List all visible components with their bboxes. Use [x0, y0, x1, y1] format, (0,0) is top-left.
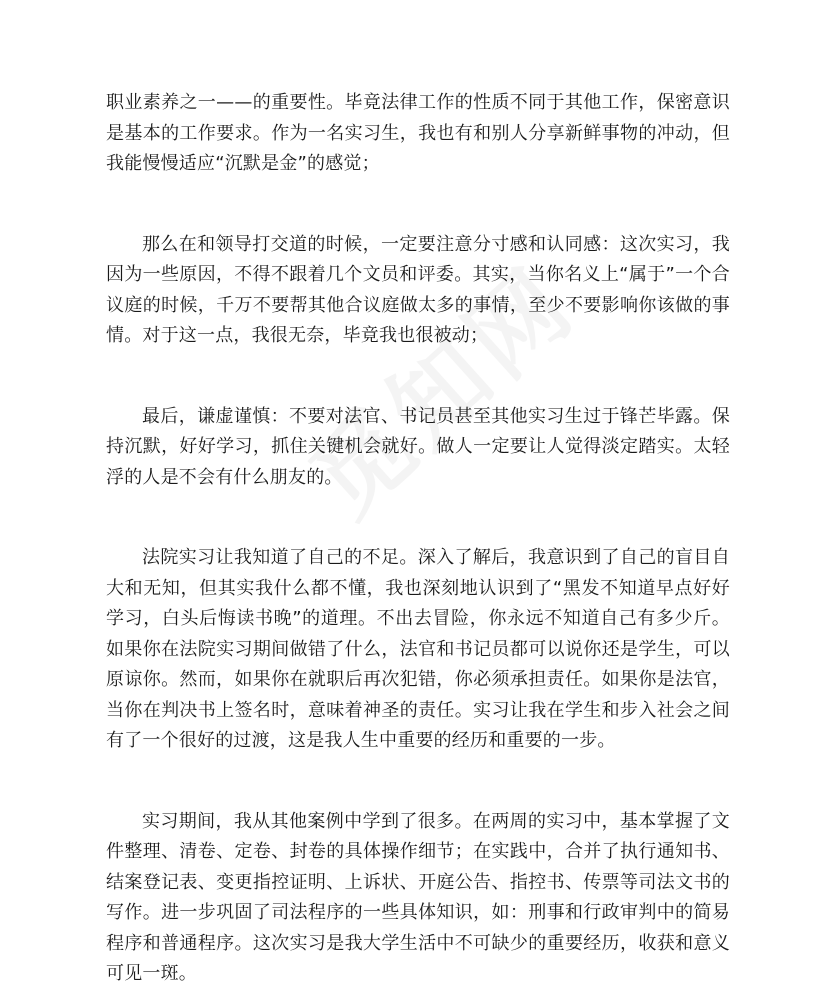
- paragraph-1: 职业素养之一——的重要性。毕竟法律工作的性质不同于其他工作，保密意识是基本的工作要求。作为一名实习生，我也有和别人分享新鲜事物的冲动，但我能慢慢适应“沉默是金”的感觉；: [106, 92, 730, 174]
- paragraph-4: 法院实习让我知道了自己的不足。深入了解后，我意识到了自己的盲目自大和无知，但其实我什么都不懂，我也深刻地认识到了“黑发不知道早点好好学习，白头后悔读书晚”的道理。不出去冒险，你永远不知道自己有多少斤。如果你在法院实习期间做错了什么，法官和书记员都可以说你还是学生，可以原谅你。然而，如果你在就职后再次犯错，你必须承担责任。如果你是法官，当你在判决书上签名时，意味着神圣的责任。实习让我在学生和步入社会之间有了一个很好的过渡，这是我人生中重要的经历和重要的一步。: [106, 547, 730, 751]
- paragraph-5: 实习期间，我从其他案例中学到了很多。在两周的实习中，基本掌握了文件整理、清卷、定卷、封卷的具体操作细节；在实践中，合并了执行通知书、结案登记表、变更指控证明、上诉状、开庭公告、指控书、传票等司法文书的写作。进一步巩固了司法程序的一些具体知识，如：刑事和行政审判中的简易程序和普通程序。这次实习是我大学生活中不可缺少的重要经历，收获和意义可见一斑。: [106, 810, 730, 984]
- paragraph-3: 最后，谦虚谨慎：不要对法官、书记员甚至其他实习生过于锋芒毕露。保持沉默，好好学习，抓住关键机会就好。做人一定要让人觉得淡定踏实。太轻浮的人是不会有什么朋友的。: [106, 405, 730, 488]
- paragraph-2: 那么在和领导打交道的时候，一定要注意分寸感和认同感：这次实习，我因为一些原因，不得不跟着几个文员和评委。其实，当你名义上“属于”一个合议庭的时候，千万不要帮其他合议庭做太多的事情，至少不要影响你该做的事情。对于这一点，我很无奈，毕竟我也很被动；: [106, 233, 730, 346]
